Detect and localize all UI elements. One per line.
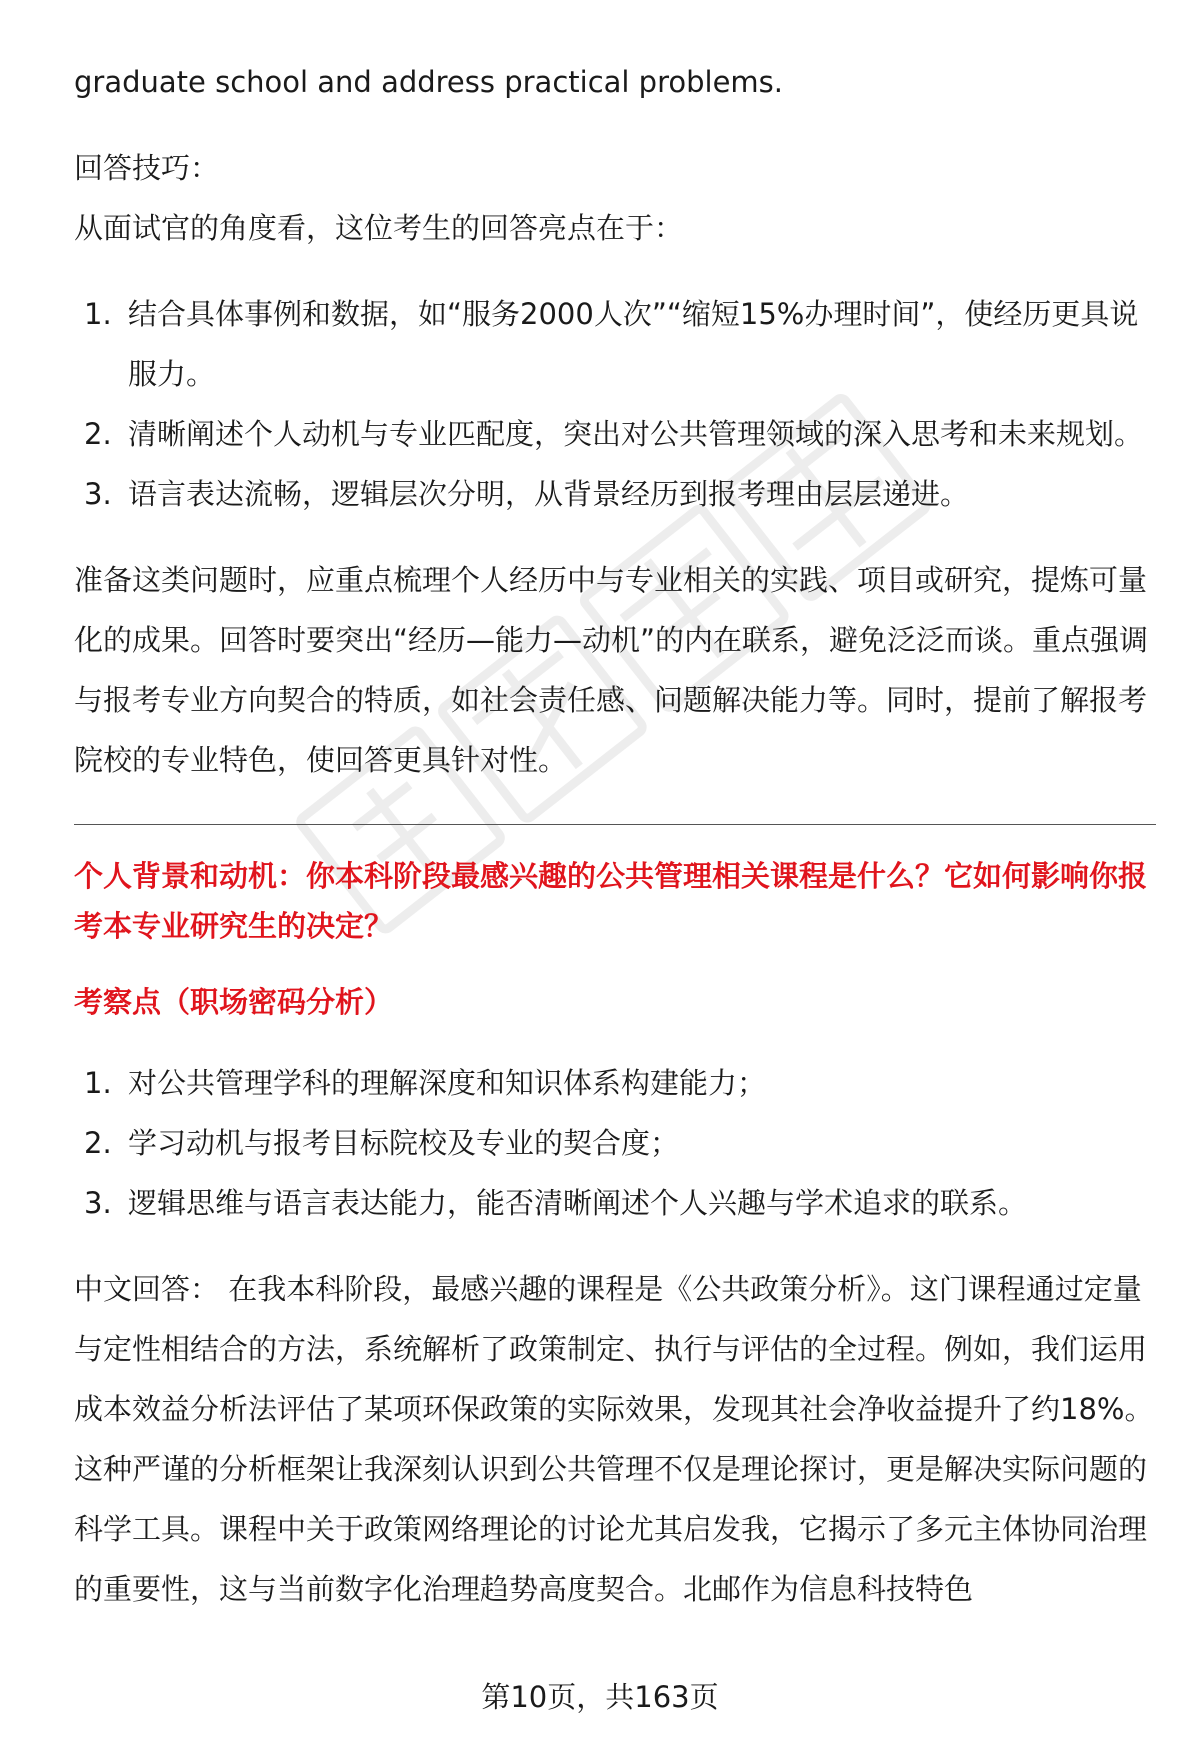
focus-heading: 考察点（职场密码分析）: [74, 985, 394, 1019]
list-item: [74, 1173, 1156, 1233]
list-number: 2.: [84, 417, 112, 451]
list-item: [74, 464, 1156, 524]
list-item-text: 学习动机与报考目标院校及专业的契合度；: [128, 1126, 680, 1160]
list-item: [74, 1113, 1156, 1173]
section-divider: [74, 824, 1156, 825]
list-number: 3.: [84, 477, 112, 511]
list-item: [74, 284, 1156, 404]
intro-tail-text: graduate school and address practical problems.: [74, 65, 783, 99]
list-item-text: 对公共管理学科的理解深度和知识体系构建能力；: [128, 1066, 767, 1100]
tips-heading: 回答技巧：: [74, 151, 220, 185]
tips-advice-paragraph: 准备这类问题时，应重点梳理个人经历中与专业相关的实践、项目或研究，提炼可量化的成果。回答时要突出“经历—能力—动机”的内在联系，避免泛泛而谈。重点强调与报考专业方向契合的特质，如社会责任感、问题解决能力等。同时，提前了解报考院校的专业特色，使回答更具针对性。: [74, 563, 1149, 777]
page-footer: 第10页，共163页: [481, 1680, 719, 1714]
list-item-text: 逻辑思维与语言表达能力，能否清晰阐述个人兴趣与学术追求的联系。: [128, 1186, 1028, 1220]
list-number: 3.: [84, 1186, 112, 1220]
question-title: 个人背景和动机：你本科阶段最感兴趣的公共管理相关课程是什么？它如何影响你报考本专业研究生的决定？: [74, 859, 1148, 943]
answer-paragraph: 中文回答： 在我本科阶段，最感兴趣的课程是《公共政策分析》。这门课程通过定量与定性相结合的方法，系统解析了政策制定、执行与评估的全过程。例如，我们运用成本效益分析法评估了某项环保政策的实际效果，发现其社会净收益提升了约18%。这种严谨的分析框架让我深刻认识到公共管理不仅是理论探讨，更是解决实际问题的科学工具。课程中关于政策网络理论的讨论尤其启发我，它揭示了多元主体协同治理的重要性，这与当前数字化治理趋势高度契合。北邮作为信息科技特色: [74, 1272, 1154, 1606]
list-item: [74, 1053, 1156, 1113]
tips-lead: 从面试官的角度看，这位考生的回答亮点在于：: [74, 211, 684, 245]
list-number: 1.: [84, 1066, 112, 1100]
list-item-text: 清晰阐述个人动机与专业匹配度，突出对公共管理领域的深入思考和未来规划。: [128, 417, 1144, 451]
tips-list: [74, 284, 1156, 524]
list-item: [74, 404, 1156, 464]
list-item-text: 结合具体事例和数据，如“服务2000人次”“缩短15%办理时间”，使经历更具说服力。: [128, 297, 1139, 391]
focus-list: [74, 1053, 1156, 1233]
list-number: 1.: [84, 297, 112, 331]
list-item-text: 语言表达流畅，逻辑层次分明，从背景经历到报考理由层层递进。: [128, 477, 970, 511]
list-number: 2.: [84, 1126, 112, 1160]
page-content: [74, 52, 1156, 1619]
